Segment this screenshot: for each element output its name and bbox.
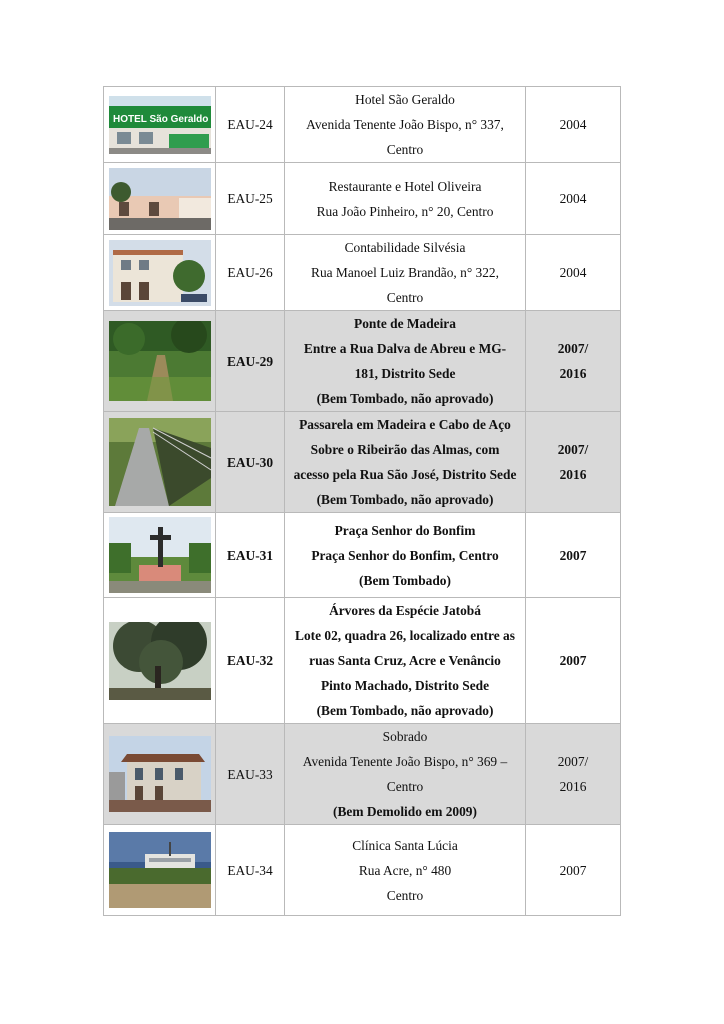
- item-address: Rua Acre, n° 480: [358, 862, 452, 878]
- item-name: Sobrado: [382, 729, 428, 744]
- footbridge-photo: [109, 418, 211, 506]
- table-row: [104, 412, 621, 513]
- item-name: Árvores da Espécie Jatobá: [329, 603, 481, 618]
- description-cell: [285, 598, 526, 724]
- photo-cell: [104, 235, 216, 311]
- item-address: Rua João Pinheiro, n° 20, Centro: [316, 203, 494, 219]
- item-address: ruas Santa Cruz, Acre e Venâncio: [309, 653, 501, 668]
- photo-cell: [104, 163, 216, 235]
- code-cell: EAU-32: [216, 598, 285, 724]
- year-cell: [526, 825, 621, 916]
- item-address: Centro: [386, 290, 424, 305]
- item-status: (Bem Tombado, não aprovado): [316, 492, 494, 507]
- year-cell: [526, 412, 621, 513]
- item-name: Restaurante e Hotel Oliveira: [328, 178, 482, 194]
- description-cell: [285, 235, 526, 311]
- photo-cell: [104, 724, 216, 825]
- plaza-cross-photo: [109, 517, 211, 593]
- description-cell: [285, 513, 526, 598]
- wooden-bridge-photo: [109, 321, 211, 401]
- year-value: 2004: [559, 117, 587, 132]
- code-cell: EAU-25: [216, 163, 285, 235]
- code-cell: EAU-30: [216, 412, 285, 513]
- jatoba-trees-photo: [109, 622, 211, 700]
- item-address: Pinto Machado, Distrito Sede: [320, 678, 490, 693]
- year-cell: [526, 513, 621, 598]
- heritage-inventory-table: [103, 86, 621, 916]
- item-address: Sobre o Ribeirão das Almas, com: [310, 442, 500, 457]
- year-value: 2007/: [557, 442, 589, 457]
- item-status: (Bem Demolido em 2009): [333, 804, 477, 819]
- photo-cell: [104, 87, 216, 163]
- item-name: Praça Senhor do Bonfim: [334, 522, 476, 538]
- hotel-photo: [109, 96, 211, 154]
- description-cell: [285, 825, 526, 916]
- sobrado-photo: [109, 736, 211, 812]
- item-address: Centro: [386, 779, 424, 794]
- table-row: [104, 87, 621, 163]
- item-address: Praça Senhor do Bonfim, Centro: [311, 547, 499, 563]
- item-address: Rua Manoel Luiz Brandão, n° 322,: [311, 265, 499, 280]
- table-row: [104, 825, 621, 916]
- svg-text:HOTEL São Geraldo: HOTEL São Geraldo: [112, 113, 208, 125]
- description-cell: [285, 87, 526, 163]
- year-value: 2007/: [557, 341, 589, 356]
- year-value: 2007/: [557, 754, 589, 769]
- office-building-photo: [109, 240, 211, 306]
- item-status: (Bem Tombado, não aprovado): [316, 391, 494, 406]
- year-cell: [526, 235, 621, 311]
- table-row: [104, 598, 621, 724]
- year-value: 2004: [559, 265, 587, 280]
- photo-cell: [104, 825, 216, 916]
- year-value: 2007: [559, 862, 587, 878]
- table-row: [104, 163, 621, 235]
- description-cell: [285, 311, 526, 412]
- item-name: Passarela em Madeira e Cabo de Aço: [299, 417, 511, 432]
- code-cell: EAU-31: [216, 513, 285, 598]
- item-address: Lote 02, quadra 26, localizado entre as: [295, 628, 515, 643]
- item-status: (Bem Tombado, não aprovado): [316, 703, 494, 718]
- description-cell: [285, 412, 526, 513]
- item-name: Ponte de Madeira: [354, 316, 456, 331]
- photo-cell: [104, 598, 216, 724]
- table-row: [104, 513, 621, 598]
- code-cell: EAU-34: [216, 825, 285, 916]
- item-address: 181, Distrito Sede: [354, 366, 456, 381]
- year-cell: [526, 87, 621, 163]
- photo-cell: [104, 311, 216, 412]
- item-address: Entre a Rua Dalva de Abreu e MG-: [303, 341, 507, 356]
- code-cell: EAU-33: [216, 724, 285, 825]
- code-cell: EAU-24: [216, 87, 285, 163]
- photo-cell: [104, 412, 216, 513]
- code-cell: EAU-29: [216, 311, 285, 412]
- year-value: 2016: [559, 467, 587, 482]
- table-row: [104, 724, 621, 825]
- year-cell: [526, 311, 621, 412]
- year-value: 2007: [559, 547, 587, 563]
- year-cell: [526, 163, 621, 235]
- item-address: Centro: [386, 142, 424, 157]
- description-cell: [285, 163, 526, 235]
- clinic-photo: [109, 832, 211, 908]
- year-value: 2004: [559, 191, 587, 206]
- item-address: Avenida Tenente João Bispo, n° 337,: [306, 117, 504, 132]
- code-cell: EAU-26: [216, 235, 285, 311]
- item-name: Contabilidade Silvésia: [344, 240, 466, 255]
- description-cell: [285, 724, 526, 825]
- item-address: acesso pela Rua São José, Distrito Sede: [293, 467, 517, 482]
- item-address: Avenida Tenente João Bispo, n° 369 –: [302, 754, 508, 769]
- year-cell: [526, 598, 621, 724]
- restaurant-photo: [109, 168, 211, 230]
- table-row: [104, 311, 621, 412]
- year-value: 2016: [559, 779, 587, 794]
- item-address: Centro: [386, 887, 424, 903]
- year-cell: [526, 724, 621, 825]
- year-value: 2016: [559, 366, 587, 381]
- item-name: Hotel São Geraldo: [355, 92, 455, 107]
- item-status: (Bem Tombado): [359, 572, 451, 588]
- table-row: [104, 235, 621, 311]
- year-value: 2007: [559, 653, 587, 668]
- photo-cell: [104, 513, 216, 598]
- item-name: Clínica Santa Lúcia: [352, 837, 458, 853]
